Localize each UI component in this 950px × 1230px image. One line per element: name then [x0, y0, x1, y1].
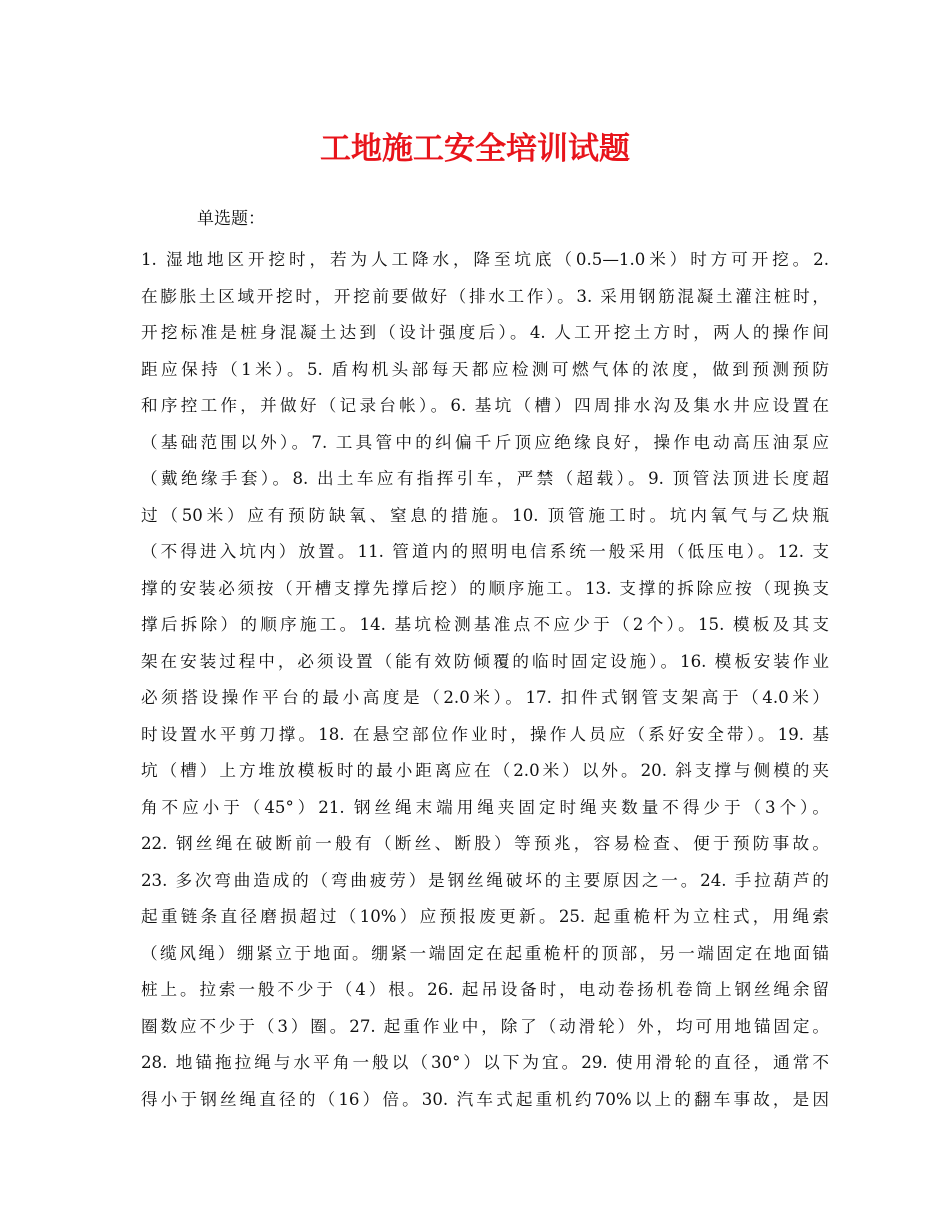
question-body: [141, 242, 829, 1118]
text-line: 圈数应不少于（3）圈。27. 起重作业中，除了（动滑轮）外，均可用地锚固定。: [141, 1016, 829, 1036]
text-line: 撑的安装必须按（开槽支撑先撑后挖）的顺序施工。13. 支撑的拆除应按（现换支: [141, 578, 829, 598]
text-line: 距应保持（1米）。5. 盾构机头部每天都应检测可燃气体的浓度，做到预测预防: [141, 359, 829, 379]
text-line: 1. 湿地地区开挖时，若为人工降水，降至坑底（0.5—1.0米）时方可开挖。2.: [141, 250, 829, 269]
section-label: 单选题：: [197, 209, 265, 229]
text-line: 必须搭设操作平台的最小高度是（2.0米）。17. 扣件式钢管支架高于（4.0米）: [141, 688, 829, 707]
text-line: 坑（槽）上方堆放模板时的最小距离应在（2.0米）以外。20. 斜支撑与侧模的夹: [141, 761, 829, 780]
page-title: 工地施工安全培训试题: [320, 131, 630, 167]
text-line: 在膨胀土区域开挖时，开挖前要做好（排水工作）。3. 采用钢筋混凝土灌注桩时，: [141, 286, 829, 306]
text-line: （不得进入坑内）放置。11. 管道内的照明电信系统一般采用（低压电）。12. 支: [141, 542, 829, 561]
text-line: 架在安装过程中，必须设置（能有效防倾覆的临时固定设施）。16. 模板安装作业: [141, 651, 829, 671]
text-line: 起重链条直径磨损超过（10%）应预报废更新。25. 起重桅杆为立柱式，用绳索: [141, 907, 829, 926]
text-line: 开挖标准是桩身混凝土达到（设计强度后）。4. 人工开挖土方时，两人的操作间: [141, 323, 829, 342]
text-line: （戴绝缘手套）。8. 出土车应有指挥引车，严禁（超载）。9. 顶管法顶进长度超: [141, 469, 829, 488]
text-line: 22. 钢丝绳在破断前一般有（断丝、断股）等预兆，容易检查、便于预防事故。: [141, 834, 829, 853]
text-line: 桩上。拉索一般不少于（4）根。26. 起吊设备时，电动卷扬机卷筒上钢丝绳余留: [141, 980, 829, 999]
text-line: 撑后拆除）的顺序施工。14. 基坑检测基准点不应少于（2个）。15. 模板及其支: [141, 615, 829, 634]
text-line: 得小于钢丝绳直径的（16）倍。30. 汽车式起重机约70%以上的翻车事故，是因: [141, 1089, 829, 1109]
text-line: 23. 多次弯曲造成的（弯曲疲劳）是钢丝绳破坏的主要原因之一。24. 手拉葫芦的: [141, 870, 829, 890]
text-line: 时设置水平剪刀撑。18. 在悬空部位作业时，操作人员应（系好安全带）。19. 基: [141, 724, 829, 744]
text-line: 过（50米）应有预防缺氧、窒息的措施。10. 顶管施工时。坑内氧气与乙炔瓶: [141, 505, 829, 525]
text-line: 角不应小于（45°）21. 钢丝绳末端用绳夹固定时绳夹数量不得少于（3个）。: [141, 797, 829, 817]
text-line: （基础范围以外）。7. 工具管中的纠偏千斤顶应绝缘良好，操作电动高压油泵应: [141, 432, 829, 452]
text-line: 和序控工作，并做好（记录台帐）。6. 基坑（槽）四周排水沟及集水井应设置在: [141, 396, 829, 415]
text-line: 28. 地锚拖拉绳与水平角一般以（30°）以下为宜。29. 使用滑轮的直径，通常不: [141, 1053, 829, 1072]
text-line: （缆风绳）绷紧立于地面。绷紧一端固定在起重桅杆的顶部，另一端固定在地面锚: [141, 943, 829, 963]
